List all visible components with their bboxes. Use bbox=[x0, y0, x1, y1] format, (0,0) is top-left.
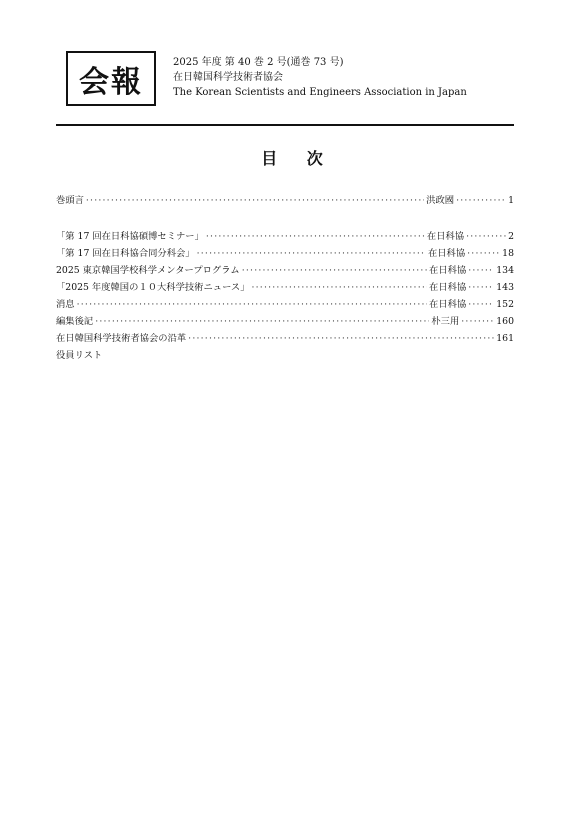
toc-entry bbox=[56, 315, 514, 329]
toc-entry bbox=[56, 349, 514, 363]
toc-entry-page: 152 bbox=[496, 299, 514, 310]
toc-entry-author: 洪政國 bbox=[426, 195, 455, 206]
toc-entry-page: 1 bbox=[508, 195, 514, 206]
toc-entry-page: 134 bbox=[496, 265, 514, 276]
bulletin-logo: 会報 bbox=[66, 51, 156, 106]
toc-leader-dots bbox=[456, 194, 506, 208]
toc-entry-title: 2025 東京韓国学校科学メンタープログラム bbox=[56, 265, 240, 276]
org-name-english: The Korean Scientists and Engineers Association in Japan bbox=[173, 87, 467, 98]
toc-entry-title: 編集後記 bbox=[56, 316, 94, 327]
publication-info bbox=[173, 55, 467, 100]
toc-leader-dots bbox=[468, 298, 494, 312]
toc-entry bbox=[56, 247, 514, 261]
toc-entry-title: 在日韓国科学技術者協会の沿革 bbox=[56, 333, 187, 344]
toc-entry-page: 160 bbox=[496, 316, 514, 327]
toc-entry-title: 「2025 年度韓国の１０大科学技術ニュース」 bbox=[56, 282, 250, 293]
toc-leader-dots bbox=[461, 315, 494, 329]
toc-entry bbox=[56, 230, 514, 244]
toc-entry-title: 巻頭言 bbox=[56, 195, 84, 206]
toc-entry-author: 在日科協 bbox=[429, 282, 467, 293]
toc-title: 目 次 bbox=[261, 149, 325, 168]
toc-leader-dots bbox=[252, 281, 428, 295]
toc-leader-dots bbox=[468, 264, 494, 278]
toc-leader-dots bbox=[77, 298, 427, 312]
issue-line: 2025 年度 第 40 巻 2 号(通巻 73 号) bbox=[173, 57, 344, 68]
toc-entry-page: 143 bbox=[496, 282, 514, 293]
toc-leader-dots bbox=[467, 247, 500, 261]
toc-entry-page: 2 bbox=[508, 231, 514, 242]
toc-entry-title: 「第 17 回在日科協合同分科会」 bbox=[56, 248, 195, 259]
toc-leader-dots bbox=[242, 264, 427, 278]
toc-leader-dots bbox=[95, 315, 429, 329]
toc-entry bbox=[56, 194, 514, 208]
header-rule bbox=[56, 124, 514, 126]
toc-entry-author: 在日科協 bbox=[427, 248, 466, 259]
toc-entry bbox=[56, 298, 514, 312]
toc-entry bbox=[56, 264, 514, 278]
toc-leader-dots bbox=[468, 281, 494, 295]
header bbox=[66, 51, 526, 111]
toc-entry-title: 消息 bbox=[56, 299, 75, 310]
toc-leader-dots bbox=[188, 332, 494, 346]
org-name-japanese: 在日韓国科学技術者協会 bbox=[173, 72, 283, 83]
toc-entry-author: 在日科協 bbox=[426, 231, 465, 242]
toc-leader-dots bbox=[86, 194, 424, 208]
toc-entry-page: 161 bbox=[496, 333, 514, 344]
toc-entry bbox=[56, 332, 514, 346]
toc-entry-author: 在日科協 bbox=[429, 299, 467, 310]
toc-entry-author: 在日科協 bbox=[429, 265, 467, 276]
toc-entry-title: 役員リスト bbox=[56, 350, 103, 361]
toc-entry-title: 「第 17 回在日科協碩博セミナー」 bbox=[56, 231, 204, 242]
toc-leader-dots bbox=[466, 230, 506, 244]
toc-entry-page: 18 bbox=[502, 248, 514, 259]
toc-leader-dots bbox=[197, 247, 426, 261]
toc-leader-dots bbox=[206, 230, 425, 244]
toc-entry bbox=[56, 281, 514, 295]
toc-entry-author: 朴三用 bbox=[431, 316, 460, 327]
